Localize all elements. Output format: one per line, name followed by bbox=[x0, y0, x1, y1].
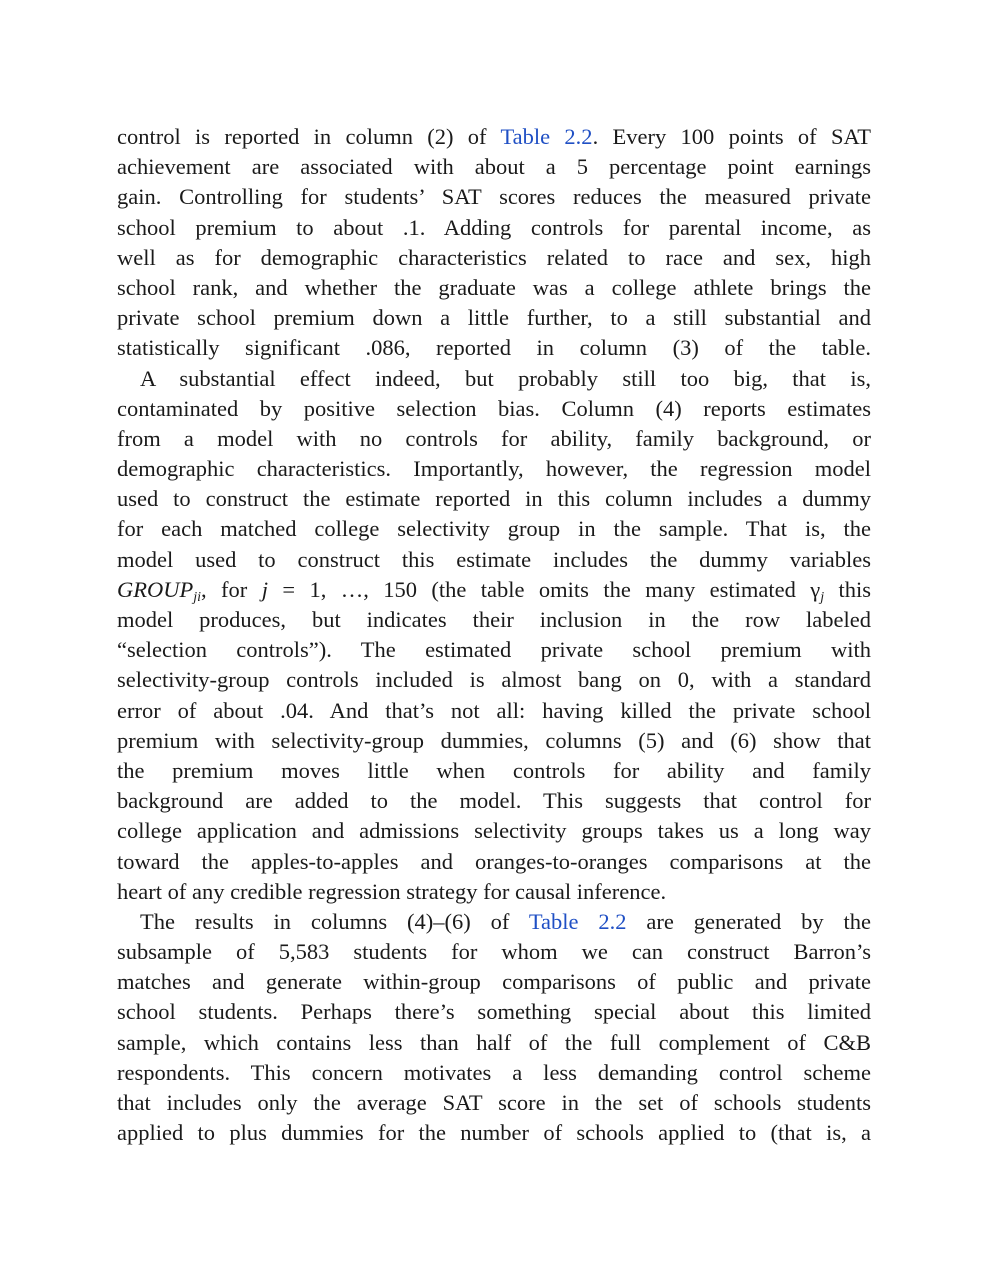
text-line bbox=[117, 333, 871, 363]
text-line bbox=[117, 152, 871, 182]
text-span: school rank, and whether the graduate was a college athlete brings the bbox=[117, 274, 871, 300]
text-line bbox=[117, 967, 871, 997]
text-line bbox=[117, 665, 871, 695]
text-line bbox=[117, 816, 871, 846]
text-span: the premium moves little when controls for ability and family bbox=[117, 757, 871, 783]
text-line bbox=[117, 122, 871, 152]
text-span: demographic characteristics. Importantly, however, the regression model bbox=[117, 456, 871, 482]
text-span: well as for demographic characteristics related to race and sex, high bbox=[117, 244, 871, 270]
text-line bbox=[117, 997, 871, 1027]
paragraph bbox=[117, 364, 871, 907]
italic-text: GROUP bbox=[117, 576, 194, 602]
subscript: j bbox=[820, 589, 825, 605]
text-span: achievement are associated with about a 5 percentage point earnings bbox=[117, 154, 871, 180]
text-line bbox=[117, 847, 871, 877]
text-span: premium with selectivity-group dummies, columns (5) and (6) show that bbox=[117, 727, 871, 753]
text-span: The results in columns (4)–(6) of bbox=[140, 908, 529, 934]
text-line bbox=[117, 424, 871, 454]
text-line bbox=[117, 635, 871, 665]
text-span: matches and generate within-group comparisons of public and private bbox=[117, 969, 871, 995]
text-span: error of about .04. And that’s not all: having killed the private school bbox=[117, 697, 871, 723]
text-line bbox=[117, 1028, 871, 1058]
text-line bbox=[117, 484, 871, 514]
text-span: “selection controls”). The estimated private school premium with bbox=[117, 637, 871, 663]
text-span: heart of any credible regression strategy for causal inference. bbox=[117, 878, 667, 904]
text-line bbox=[117, 1118, 871, 1148]
text-span: that includes only the average SAT score in the set of schools students bbox=[117, 1090, 871, 1115]
text-line bbox=[117, 303, 871, 333]
text-line bbox=[117, 756, 871, 786]
italic-text: j bbox=[261, 576, 268, 602]
text-line bbox=[117, 514, 871, 544]
paragraph bbox=[117, 907, 871, 1149]
text-span: background are added to the model. This suggests that control for bbox=[117, 788, 871, 814]
text-line bbox=[117, 907, 871, 937]
text-span: model used to construct this estimate includes the dummy variables bbox=[117, 546, 871, 572]
text-span: A substantial effect indeed, but probably still too big, that is, bbox=[140, 365, 871, 391]
text-line bbox=[117, 243, 871, 273]
text-span: . Every 100 points of SAT bbox=[592, 124, 871, 149]
text-span: = 1, …, 150 (the table omits the many estimated γ bbox=[267, 576, 821, 602]
text-line bbox=[117, 364, 871, 394]
text-span: selectivity-group controls included is almost bang on 0, with a standard bbox=[117, 667, 871, 693]
text-line bbox=[117, 182, 871, 212]
document-page bbox=[117, 122, 871, 1148]
text-span: this bbox=[824, 576, 871, 602]
subscript: ji bbox=[193, 589, 202, 605]
text-span: are generated by the bbox=[626, 908, 871, 934]
text-line bbox=[117, 786, 871, 816]
text-span: for each matched college selectivity group in the sample. That is, the bbox=[117, 516, 871, 542]
text-span: , for bbox=[201, 576, 262, 602]
text-line bbox=[117, 273, 871, 303]
text-span: toward the apples-to-apples and oranges-to-oranges comparisons at the bbox=[117, 848, 871, 874]
text-line bbox=[117, 213, 871, 243]
text-span: applied to plus dummies for the number of schools applied to (that is, a bbox=[117, 1120, 871, 1146]
table-reference-link[interactable]: Table 2.2 bbox=[528, 908, 627, 934]
text-line bbox=[117, 545, 871, 575]
text-span: from a model with no controls for ability, family background, or bbox=[117, 425, 871, 451]
text-line bbox=[117, 454, 871, 484]
text-line bbox=[117, 726, 871, 756]
text-line bbox=[117, 1058, 871, 1088]
text-span: gain. Controlling for students’ SAT scores reduces the measured private bbox=[117, 184, 871, 210]
text-line bbox=[117, 877, 871, 907]
text-span: contaminated by positive selection bias. Column (4) reports estimates bbox=[117, 395, 871, 421]
table-reference-link[interactable]: Table 2.2 bbox=[500, 124, 593, 149]
text-line bbox=[117, 575, 871, 605]
paragraph bbox=[117, 122, 871, 364]
text-line bbox=[117, 937, 871, 967]
text-line bbox=[117, 1088, 871, 1118]
text-span: respondents. This concern motivates a less demanding control scheme bbox=[117, 1059, 871, 1085]
text-span: school premium to about .1. Adding controls for parental income, as bbox=[117, 214, 871, 240]
text-span: statistically significant .086, reported in column (3) of the table. bbox=[117, 335, 871, 361]
text-line bbox=[117, 605, 871, 635]
text-span: college application and admissions selectivity groups takes us a long way bbox=[117, 818, 871, 844]
text-span: used to construct the estimate reported in this column includes a dummy bbox=[117, 486, 871, 512]
text-span: sample, which contains less than half of the full complement of C&B bbox=[117, 1029, 871, 1055]
text-line bbox=[117, 394, 871, 424]
text-span: subsample of 5,583 students for whom we can construct Barron’s bbox=[117, 939, 871, 965]
text-line bbox=[117, 696, 871, 726]
text-span: private school premium down a little further, to a still substantial and bbox=[117, 305, 871, 331]
text-span: model produces, but indicates their inclusion in the row labeled bbox=[117, 607, 871, 632]
text-span: control is reported in column (2) of bbox=[117, 124, 501, 149]
text-span: school students. Perhaps there’s something special about this limited bbox=[117, 999, 871, 1025]
